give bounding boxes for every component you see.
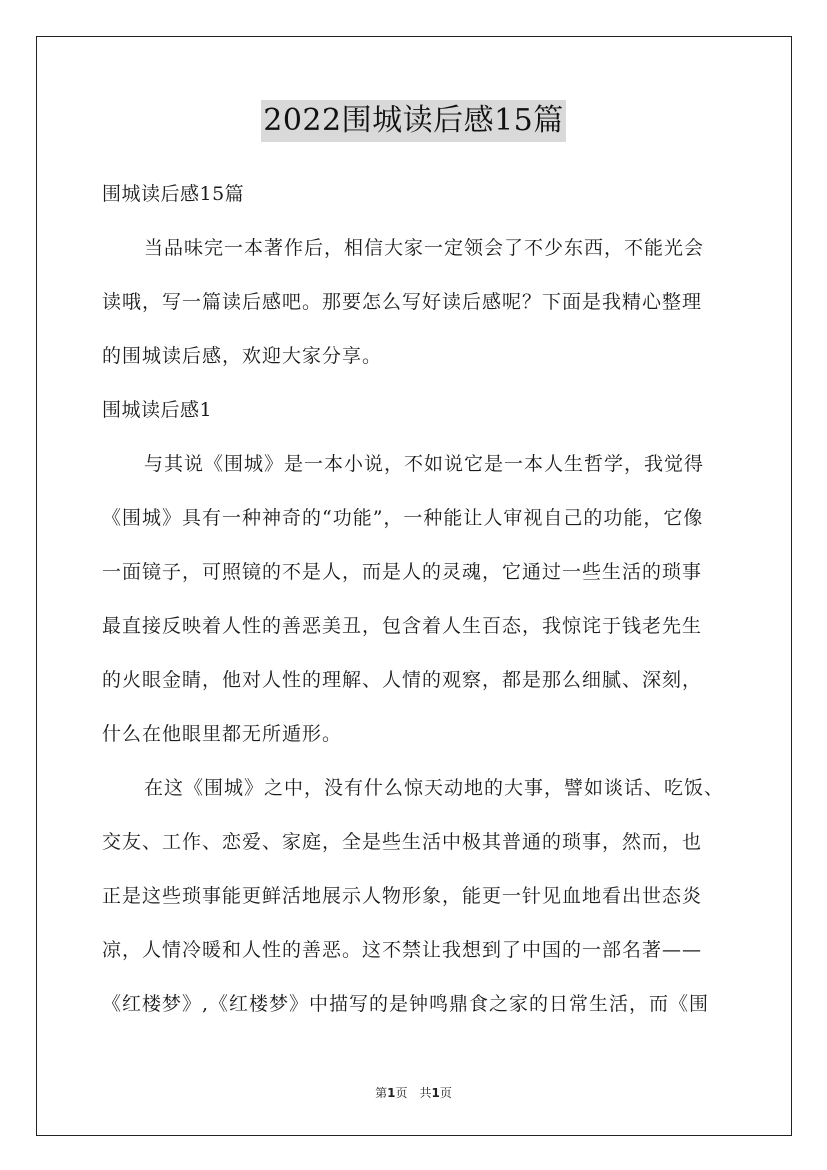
paragraph-line: 的围城读后感，欢迎大家分享。 (102, 345, 383, 367)
paragraph-line: 最直接反映着人性的善恶美丑，包含着人生百态，我惊诧于钱老先生 (102, 615, 703, 637)
paragraph-line: 《红楼梦》,《红楼梦》中描写的是钟鸣鼎食之家的日常生活，而《围 (102, 993, 710, 1015)
paragraph-line: 在这《围城》之中，没有什么惊天动地的大事，譬如谈话、吃饭、 (144, 777, 725, 799)
paragraph-line: 一面镜子，可照镜的不是人，而是人的灵魂，它通过一些生活的琐事 (102, 561, 703, 583)
paragraph-line: 凉，人情冷暖和人性的善恶。这不禁让我想到了中国的一部名著—— (102, 939, 703, 961)
page-label-suffix: 页 (439, 1086, 452, 1100)
paragraph-line: 什么在他眼里都无所遁形。 (102, 723, 343, 745)
document-body (102, 172, 742, 1036)
page-label-mid: 页 共 (395, 1086, 432, 1100)
paragraph-line: 与其说《围城》是一本小说，不如说它是一本人生哲学，我觉得 (144, 453, 705, 475)
section-heading: 围城读后感1 (102, 399, 213, 421)
page-total-number: 1 (431, 1086, 440, 1100)
page-label-prefix: 第 (375, 1086, 388, 1100)
page-current-number: 1 (387, 1086, 396, 1100)
title-container (0, 100, 827, 142)
paragraph-line: 正是这些琐事能更鲜活地展示人物形象，能更一针见血地看出世态炎 (102, 885, 703, 907)
document-title: 2022围城读后感15篇 (261, 100, 566, 142)
paragraph-line: 的火眼金睛，他对人性的理解、人情的观察，都是那么细腻、深刻， (102, 669, 703, 691)
paragraph-line: 当品味完一本著作后，相信大家一定领会了不少东西，不能光会 (144, 237, 705, 259)
paragraph-line: 读哦，写一篇读后感吧。那要怎么写好读后感呢？下面是我精心整理 (102, 291, 703, 313)
section-heading: 围城读后感15篇 (102, 183, 245, 205)
page-footer (0, 1084, 827, 1101)
paragraph-line: 《围城》具有一种神奇的“功能”，一种能让人审视自己的功能，它像 (102, 507, 704, 529)
paragraph-line: 交友、工作、恋爱、家庭，全是些生活中极其普通的琐事，然而，也 (102, 831, 703, 853)
